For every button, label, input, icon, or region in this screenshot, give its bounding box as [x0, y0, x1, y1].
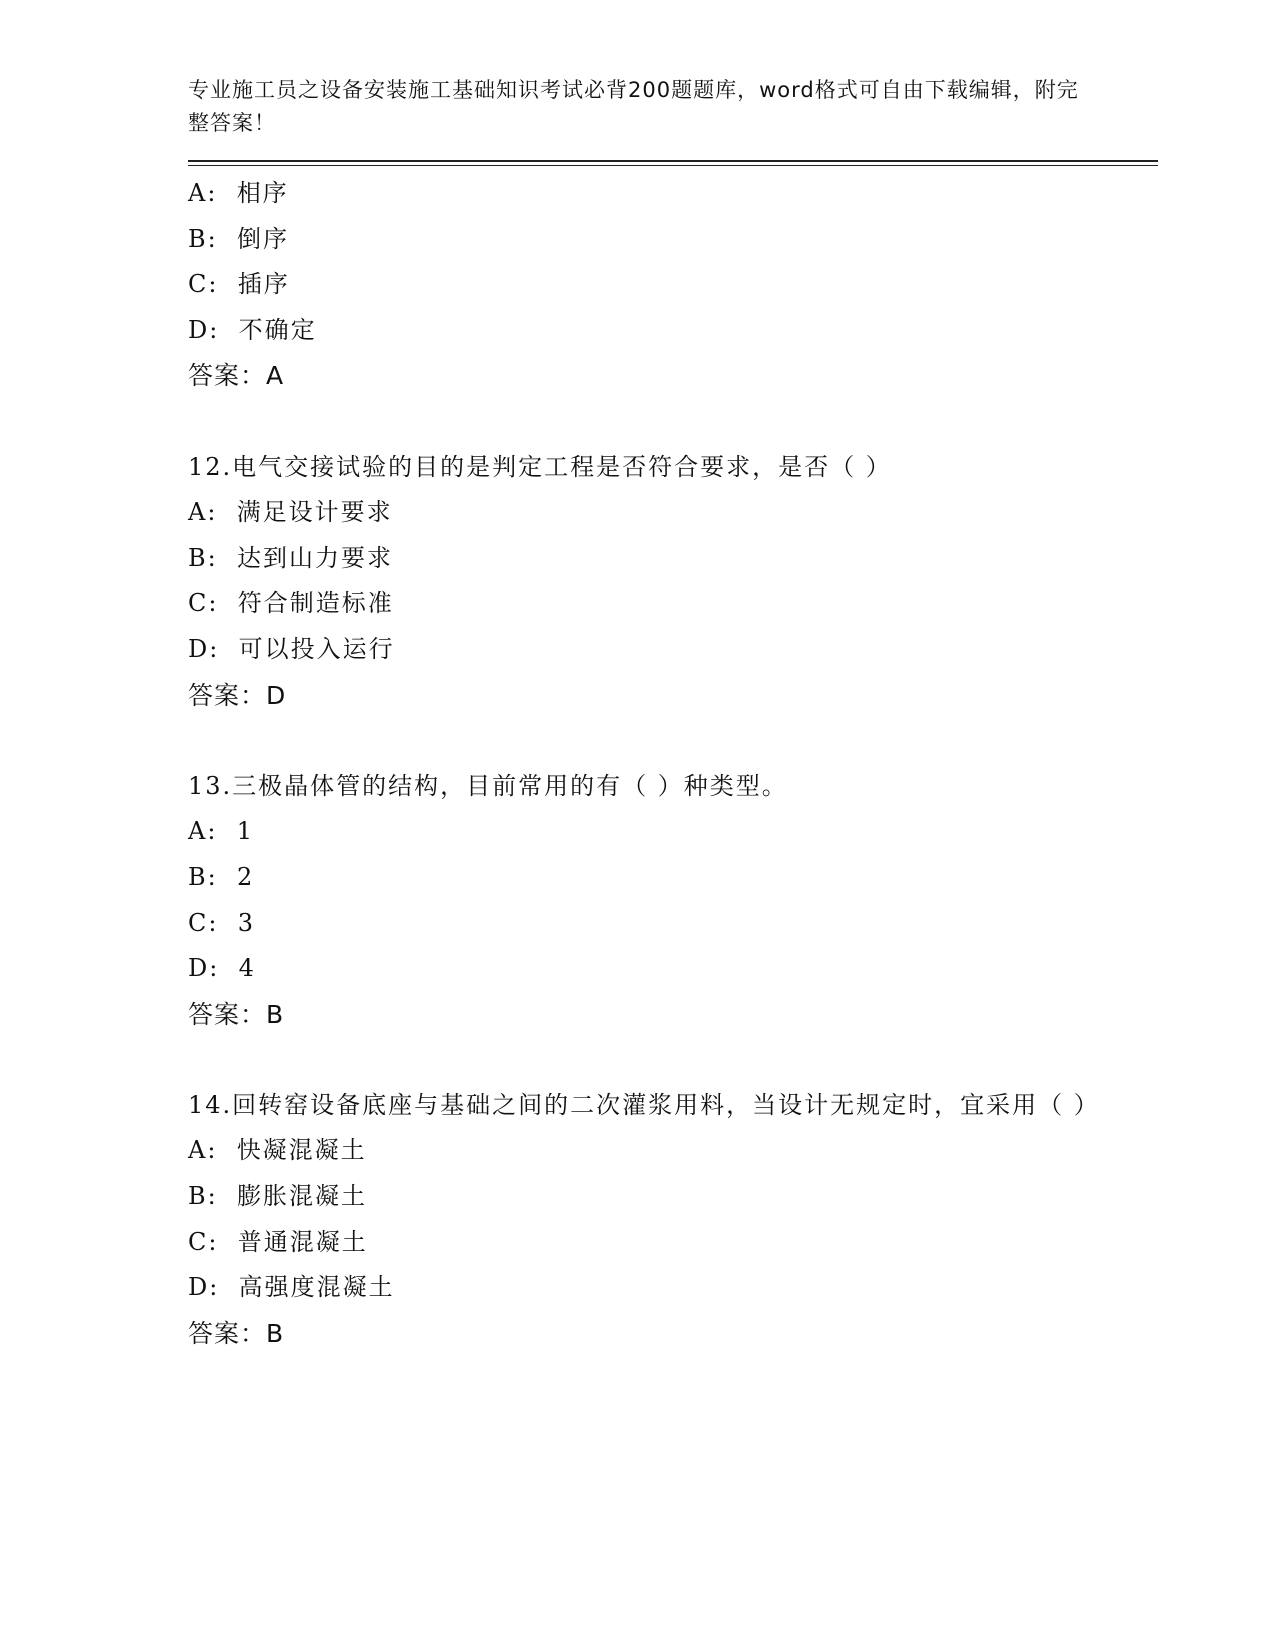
- option-c: [188, 262, 1158, 308]
- option-a: [188, 1128, 1158, 1174]
- option-label: D:: [188, 1273, 220, 1302]
- document-page: [188, 74, 1158, 1356]
- option-d: [188, 946, 1158, 992]
- option-label: A:: [188, 1136, 218, 1165]
- question-block-12: [188, 445, 1158, 719]
- option-text: 2: [237, 862, 255, 891]
- option-d: [188, 1265, 1158, 1311]
- spacer: [188, 718, 1158, 764]
- answer-line: 答案：A: [188, 361, 285, 391]
- option-a: [188, 809, 1158, 855]
- option-label: D:: [188, 315, 220, 344]
- option-text: 快凝混凝土: [236, 1136, 367, 1165]
- option-d: [188, 308, 1158, 354]
- option-text: 满足设计要求: [236, 498, 393, 527]
- option-text: 可以投入运行: [238, 634, 395, 663]
- option-text: 相序: [236, 179, 289, 207]
- option-label: B:: [188, 1182, 218, 1211]
- option-text: 达到山力要求: [237, 543, 393, 572]
- option-b: [188, 855, 1158, 901]
- option-label: A:: [188, 817, 218, 846]
- option-text: 不确定: [238, 315, 317, 344]
- answer-line: 答案：D: [188, 680, 287, 710]
- document-header-title: 专业施工员之设备安装施工基础知识考试必背200题题库，word格式可自由下载编辑，附完整答案！: [188, 78, 1079, 135]
- option-c: [188, 581, 1158, 627]
- option-d: [188, 627, 1158, 673]
- question-stem: 13.三极晶体管的结构，目前常用的有（ ）种类型。: [188, 771, 788, 800]
- option-label: D:: [188, 634, 220, 663]
- option-label: B:: [188, 543, 218, 572]
- spacer: [188, 1037, 1158, 1083]
- option-label: C:: [188, 270, 219, 299]
- answer-line: 答案：B: [188, 999, 285, 1029]
- question-block-13: [188, 764, 1158, 1038]
- option-text: 1: [236, 817, 254, 846]
- option-a: [188, 171, 1158, 217]
- option-b: [188, 217, 1158, 263]
- question-block-14: [188, 1083, 1158, 1357]
- question-stem: 14.回转窑设备底座与基础之间的二次灌浆用料，当设计无规定时，宜采用（ ）: [188, 1090, 1100, 1119]
- option-label: A:: [188, 179, 218, 207]
- option-text: 倒序: [237, 224, 289, 253]
- option-text: 4: [238, 954, 256, 983]
- option-c: [188, 901, 1158, 947]
- option-a: [188, 490, 1158, 536]
- option-text: 符合制造标准: [237, 589, 394, 618]
- answer-line: 答案：B: [188, 1318, 285, 1348]
- option-text: 插序: [237, 270, 290, 299]
- option-b: [188, 536, 1158, 582]
- option-label: C:: [188, 908, 219, 937]
- question-block-11: [188, 171, 1158, 399]
- option-label: A:: [188, 498, 218, 527]
- spacer: [188, 399, 1158, 445]
- option-text: 膨胀混凝土: [237, 1182, 367, 1211]
- option-label: B:: [188, 862, 218, 891]
- header-divider: [188, 160, 1158, 166]
- option-b: [188, 1174, 1158, 1220]
- option-text: 普通混凝土: [237, 1227, 368, 1256]
- option-label: C:: [188, 589, 219, 618]
- option-text: 3: [237, 908, 255, 937]
- option-label: B:: [188, 224, 218, 253]
- option-label: D:: [188, 954, 220, 983]
- option-label: C:: [188, 1227, 219, 1256]
- question-stem: 12.电气交接试验的目的是判定工程是否符合要求，是否（ ）: [188, 452, 892, 481]
- option-c: [188, 1220, 1158, 1266]
- option-text: 高强度混凝土: [238, 1273, 395, 1302]
